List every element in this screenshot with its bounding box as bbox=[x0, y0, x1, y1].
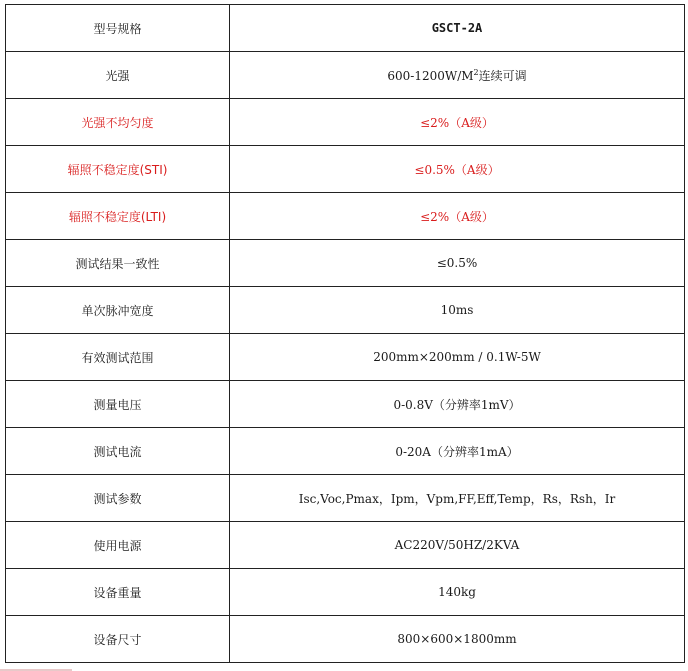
row-value: 10ms bbox=[230, 287, 685, 334]
table-row-current bbox=[6, 428, 685, 475]
table-row-light-intensity bbox=[6, 52, 685, 99]
table-row-lti bbox=[6, 193, 685, 240]
value-main: 600-1200W/M bbox=[387, 68, 474, 83]
row-label: 单次脉冲宽度 bbox=[6, 287, 230, 334]
row-value: 200mm×200mm / 0.1W-5W bbox=[230, 334, 685, 381]
row-label: 光强不均匀度 bbox=[6, 99, 230, 146]
row-value: AC220V/50HZ/2KVA bbox=[230, 522, 685, 569]
row-label: 光强 bbox=[6, 52, 230, 99]
row-label: 有效测试范围 bbox=[6, 334, 230, 381]
table-row-pulse-width bbox=[6, 287, 685, 334]
row-label: 测量电压 bbox=[6, 381, 230, 428]
row-label: 测试电流 bbox=[6, 428, 230, 475]
row-value: 0-0.8V（分辨率1mV） bbox=[230, 381, 685, 428]
row-label: 测试结果一致性 bbox=[6, 240, 230, 287]
spec-table bbox=[5, 4, 685, 663]
row-label: 设备尺寸 bbox=[6, 616, 230, 663]
row-value: 800×600×1800mm bbox=[230, 616, 685, 663]
row-label: 辐照不稳定度(STI) bbox=[6, 146, 230, 193]
row-value: ≤2%（A级） bbox=[230, 193, 685, 240]
table-row-model bbox=[6, 5, 685, 52]
row-value: GSCT-2A bbox=[230, 5, 685, 52]
row-label: 设备重量 bbox=[6, 569, 230, 616]
table-row-power-supply bbox=[6, 522, 685, 569]
row-value: 140kg bbox=[230, 569, 685, 616]
table-row-consistency bbox=[6, 240, 685, 287]
row-label: 型号规格 bbox=[6, 5, 230, 52]
row-value: Isc,Voc,Pmax，Ipm，Vpm,FF,Eff,Temp，Rs，Rsh，Ir bbox=[230, 475, 685, 522]
row-value: ≤0.5% bbox=[230, 240, 685, 287]
table-row-parameters bbox=[6, 475, 685, 522]
row-value: ≤2%（A级） bbox=[230, 99, 685, 146]
row-label: 使用电源 bbox=[6, 522, 230, 569]
value-suffix: 连续可调 bbox=[478, 68, 527, 83]
value-superscript: 2 bbox=[473, 67, 479, 77]
row-value: 0-20A（分辨率1mA） bbox=[230, 428, 685, 475]
table-row-voltage bbox=[6, 381, 685, 428]
row-label: 辐照不稳定度(LTI) bbox=[6, 193, 230, 240]
row-value bbox=[230, 52, 685, 99]
row-label: 测试参数 bbox=[6, 475, 230, 522]
table-row-nonuniformity bbox=[6, 99, 685, 146]
table-row-dimensions bbox=[6, 616, 685, 663]
table-row-weight bbox=[6, 569, 685, 616]
table-row-sti bbox=[6, 146, 685, 193]
row-value: ≤0.5%（A级） bbox=[230, 146, 685, 193]
table-row-test-range bbox=[6, 334, 685, 381]
